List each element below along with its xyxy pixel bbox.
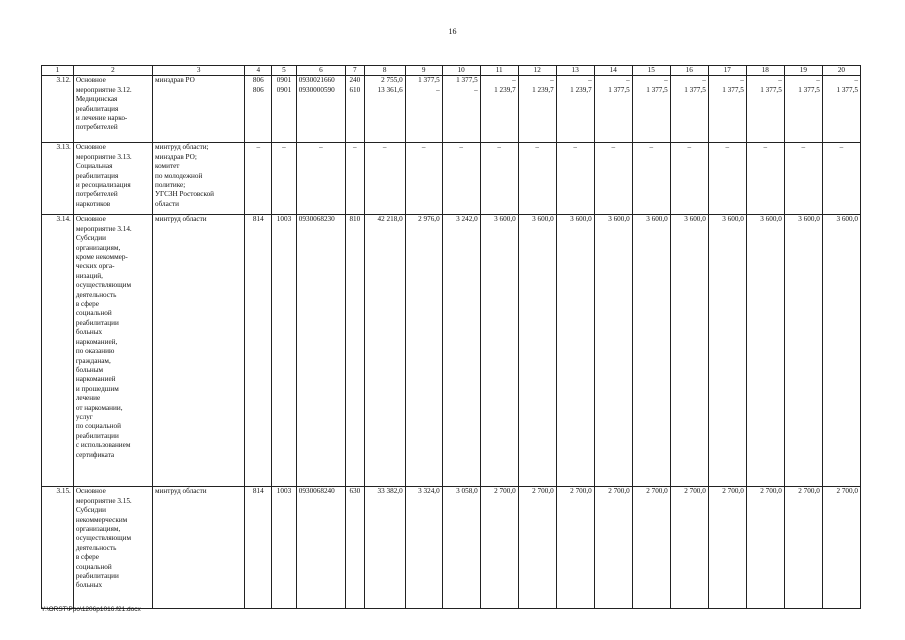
column-header: 16 (670, 66, 708, 76)
cell-value: – (474, 85, 478, 94)
cell-c9 (405, 487, 442, 609)
cell-value: 1 377,5 (760, 85, 782, 94)
text-line: гражданам, (75, 356, 111, 365)
cell-value: – (353, 143, 357, 152)
cell-value: 2 700,0 (684, 487, 706, 496)
cell-value: – (588, 76, 592, 85)
cell-value: – (382, 143, 387, 152)
cell-c11 (480, 487, 518, 609)
cell-value: 2 700,0 (532, 487, 554, 496)
cell-c16 (670, 215, 708, 487)
cell-value: – (421, 143, 426, 152)
cell-c11 (480, 215, 518, 487)
cell-value: 2 700,0 (608, 487, 630, 496)
cell-c8 (364, 215, 405, 487)
text-line: комитет (154, 162, 180, 171)
cell-value: 3 600,0 (760, 215, 782, 224)
cell-value: 0901 (276, 85, 292, 94)
text-line: осуществляющим (75, 534, 132, 543)
cell-c19 (784, 143, 822, 215)
cell-c9 (405, 76, 442, 143)
cell-value: – (319, 143, 323, 152)
cell-value: 3 600,0 (836, 215, 858, 224)
cell-value: 1 377,5 (836, 85, 858, 94)
text-line: реабилитации (75, 318, 119, 327)
cell-value: 1003 (276, 215, 292, 224)
cell-value: 2 755,0 (381, 76, 403, 85)
cell-c7 (346, 76, 364, 143)
cell-c17 (708, 487, 746, 609)
cell-c12 (518, 76, 556, 143)
column-header: 13 (556, 66, 594, 76)
text-line: реабилитация (75, 104, 119, 113)
row-number: 3.12. (42, 76, 74, 143)
cell-c19 (784, 215, 822, 487)
row-number: 3.15. (42, 487, 74, 609)
cell-value: 2 700,0 (836, 487, 858, 496)
text-line: мероприятие 3.12. (75, 85, 132, 94)
text-line: Субсидии (75, 234, 107, 243)
cell-value: 3 324,0 (418, 487, 440, 496)
text-line: минтруд области (154, 215, 207, 224)
table-row (42, 76, 861, 143)
cell-c17 (708, 76, 746, 143)
text-line: реабилитация (75, 171, 119, 180)
text-line: организациям, (75, 243, 121, 252)
cell-c20 (822, 76, 860, 143)
text-line: минздрав РО (154, 76, 195, 85)
cell-value: 0930068230 (298, 215, 335, 224)
text-line: осуществляющим (75, 281, 132, 290)
text-line: политике; (154, 181, 186, 190)
cell-value: 2 976,0 (418, 215, 440, 224)
cell-c6 (296, 143, 345, 215)
cell-c17 (708, 143, 746, 215)
column-header: 9 (405, 66, 442, 76)
cell-c20 (822, 143, 860, 215)
cell-value: 1 239,7 (494, 85, 516, 94)
cell-c20 (822, 487, 860, 609)
cell-value: – (550, 76, 554, 85)
table-row (42, 143, 861, 215)
cell-c12 (518, 487, 556, 609)
cell-value: – (459, 143, 463, 152)
text-line: в сфере (75, 553, 99, 562)
column-header: 14 (594, 66, 632, 76)
cell-value: – (687, 143, 692, 152)
cell-c13 (556, 76, 594, 143)
text-line: и прошедшим (75, 384, 119, 393)
text-line: наркоманией, (75, 337, 118, 346)
cell-c8 (364, 143, 405, 215)
cell-value: 3 600,0 (532, 215, 554, 224)
cell-value: – (854, 76, 858, 85)
cell-c5 (272, 487, 297, 609)
cell-value: 1 377,5 (722, 85, 744, 94)
budget-table (41, 65, 861, 609)
cell-value: 1 377,5 (608, 85, 630, 94)
cell-c18 (746, 143, 784, 215)
cell-value: 0930021660 (298, 76, 335, 85)
text-line: Социальная (75, 162, 113, 171)
cell-value: – (649, 143, 654, 152)
text-line: низаций, (75, 271, 103, 280)
cell-c19 (784, 487, 822, 609)
text-line: потребителей (75, 123, 118, 132)
cell-value: – (725, 143, 730, 152)
cell-value: 42 218,0 (377, 215, 403, 224)
cell-value: 814 (252, 487, 264, 496)
cell-value: 2 700,0 (760, 487, 782, 496)
cell-c6 (296, 76, 345, 143)
text-line: Основное (75, 143, 106, 152)
cell-c15 (632, 487, 670, 609)
text-line: Субсидии (75, 506, 107, 515)
cell-c4 (245, 215, 272, 487)
activity-name (73, 487, 152, 609)
cell-c11 (480, 143, 518, 215)
text-line: социальной (75, 562, 112, 571)
cell-c14 (594, 76, 632, 143)
cell-c13 (556, 143, 594, 215)
text-line: мероприятие 3.13. (75, 152, 132, 161)
text-line: социальной (75, 309, 112, 318)
row-number: 3.14. (42, 215, 74, 487)
text-line: Основное (75, 76, 106, 85)
cell-c7 (346, 143, 364, 215)
cell-value: 2 700,0 (570, 487, 592, 496)
cell-value: – (282, 143, 286, 152)
cell-value: – (436, 85, 440, 94)
text-line: Медицинская (75, 95, 118, 104)
cell-c18 (746, 215, 784, 487)
text-line: некоммерческим (75, 515, 128, 524)
cell-c8 (364, 76, 405, 143)
text-line: с использованием (75, 441, 131, 450)
cell-value: – (664, 76, 668, 85)
page-number: 16 (448, 27, 457, 36)
column-header: 3 (152, 66, 244, 76)
text-line: Основное (75, 487, 106, 496)
text-line: больным (75, 365, 104, 374)
activity-name (73, 76, 152, 143)
cell-value: 3 058,0 (456, 487, 478, 496)
cell-value: – (497, 143, 501, 152)
text-line: Основное (75, 215, 106, 224)
text-line: минтруд области (154, 487, 207, 496)
cell-c10 (442, 487, 480, 609)
row-number: 3.13. (42, 143, 74, 215)
cell-value: 610 (349, 85, 361, 94)
text-line: больных (75, 581, 103, 590)
cell-value: 3 242,0 (456, 215, 478, 224)
cell-value: 1 377,5 (456, 76, 478, 85)
cell-value: 3 600,0 (646, 215, 668, 224)
cell-c4 (245, 487, 272, 609)
cell-c10 (442, 215, 480, 487)
cell-c12 (518, 143, 556, 215)
cell-c15 (632, 76, 670, 143)
cell-c19 (784, 76, 822, 143)
column-header: 2 (73, 66, 152, 76)
table-row (42, 487, 861, 609)
text-line: сертификата (75, 450, 115, 459)
cell-c15 (632, 215, 670, 487)
text-line: наркотиков (75, 199, 111, 208)
activity-name (73, 215, 152, 487)
executor (152, 215, 244, 487)
column-header: 17 (708, 66, 746, 76)
cell-value: 2 700,0 (798, 487, 820, 496)
text-line: реабилитации (75, 572, 119, 581)
cell-c5 (272, 143, 297, 215)
cell-c13 (556, 487, 594, 609)
cell-c9 (405, 215, 442, 487)
cell-c18 (746, 487, 784, 609)
executor (152, 143, 244, 215)
cell-value: 3 600,0 (722, 215, 744, 224)
cell-c17 (708, 215, 746, 487)
column-header: 4 (245, 66, 272, 76)
text-line: мероприятие 3.15. (75, 496, 132, 505)
text-line: по социальной (75, 422, 121, 431)
text-line: и лечение нарко- (75, 114, 128, 123)
executor (152, 76, 244, 143)
cell-c16 (670, 76, 708, 143)
text-line: по оказанию (75, 347, 115, 356)
cell-value: 806 (252, 76, 264, 85)
column-header: 18 (746, 66, 784, 76)
text-line: потребителей (75, 190, 118, 199)
cell-value: 630 (349, 487, 361, 496)
column-header: 1 (42, 66, 74, 76)
cell-c18 (746, 76, 784, 143)
cell-c5 (272, 76, 297, 143)
cell-value: 1 239,7 (532, 85, 554, 94)
text-line: лечение (75, 394, 101, 403)
cell-c16 (670, 143, 708, 215)
cell-c5 (272, 215, 297, 487)
cell-value: – (573, 143, 578, 152)
column-header: 19 (784, 66, 822, 76)
cell-c15 (632, 143, 670, 215)
cell-value: 1 377,5 (646, 85, 668, 94)
cell-value: 1 239,7 (570, 85, 592, 94)
activity-name (73, 143, 152, 215)
cell-c7 (346, 487, 364, 609)
cell-value: – (839, 143, 844, 152)
column-header: 15 (632, 66, 670, 76)
cell-c13 (556, 215, 594, 487)
cell-value: 2 700,0 (722, 487, 744, 496)
cell-value: – (740, 76, 744, 85)
column-header: 10 (442, 66, 480, 76)
text-line: ческих орга- (75, 262, 115, 271)
cell-c11 (480, 76, 518, 143)
column-header: 6 (296, 66, 345, 76)
text-line: в сфере (75, 300, 99, 309)
cell-value: 0901 (276, 76, 292, 85)
cell-value: 3 600,0 (684, 215, 706, 224)
cell-value: – (763, 143, 768, 152)
text-line: минтруд области; (154, 143, 209, 152)
text-line: больных (75, 328, 103, 337)
cell-value: 0930000590 (298, 85, 335, 94)
cell-c20 (822, 215, 860, 487)
cell-value: 3 600,0 (570, 215, 592, 224)
text-line: от наркомании, (75, 403, 123, 412)
text-line: области (154, 199, 179, 208)
cell-value: 1 377,5 (418, 76, 440, 85)
cell-c14 (594, 143, 632, 215)
cell-value: 3 600,0 (494, 215, 516, 224)
cell-c16 (670, 487, 708, 609)
column-header: 11 (480, 66, 518, 76)
cell-value: – (535, 143, 539, 152)
cell-value: 810 (349, 215, 361, 224)
column-header: 12 (518, 66, 556, 76)
text-line: деятельность (75, 290, 117, 299)
cell-c7 (346, 215, 364, 487)
text-line: мероприятие 3.14. (75, 224, 132, 233)
cell-value: – (611, 143, 616, 152)
text-line: УГСЗН Ростовской (154, 190, 215, 199)
cell-c4 (245, 143, 272, 215)
column-header: 5 (272, 66, 297, 76)
cell-c14 (594, 487, 632, 609)
cell-value: 1003 (276, 487, 292, 496)
file-path-footer: Y:\ORST\Ppo\1206p1016.f21.docx (41, 606, 141, 613)
cell-c10 (442, 76, 480, 143)
text-line: кроме некоммер- (75, 253, 128, 262)
cell-c6 (296, 215, 345, 487)
cell-value: 3 600,0 (608, 215, 630, 224)
cell-value: – (626, 76, 630, 85)
text-line: по молодежной (154, 171, 203, 180)
cell-value: 33 382,0 (377, 487, 403, 496)
cell-c14 (594, 215, 632, 487)
cell-value: 0930068240 (298, 487, 335, 496)
cell-value: 13 361,6 (377, 85, 403, 94)
text-line: реабилитации (75, 431, 119, 440)
cell-c9 (405, 143, 442, 215)
text-line: минздрав РО; (154, 152, 197, 161)
cell-value: 806 (252, 85, 264, 94)
cell-c12 (518, 215, 556, 487)
cell-value: – (801, 143, 806, 152)
cell-value: 1 377,5 (798, 85, 820, 94)
cell-value: – (702, 76, 706, 85)
text-line: услуг (75, 412, 93, 421)
cell-value: – (512, 76, 516, 85)
cell-value: 1 377,5 (684, 85, 706, 94)
cell-value: – (816, 76, 820, 85)
cell-value: 3 600,0 (798, 215, 820, 224)
text-line: и ресоциализация (75, 181, 131, 190)
cell-c8 (364, 487, 405, 609)
table-row (42, 215, 861, 487)
cell-c10 (442, 143, 480, 215)
executor (152, 487, 244, 609)
text-line: деятельность (75, 543, 117, 552)
cell-value: – (778, 76, 782, 85)
cell-c4 (245, 76, 272, 143)
cell-c6 (296, 487, 345, 609)
text-line: наркоманией (75, 375, 116, 384)
text-line: организациям, (75, 525, 121, 534)
cell-value: – (256, 143, 261, 152)
column-header: 20 (822, 66, 860, 76)
cell-value: 814 (252, 215, 264, 224)
column-header: 7 (346, 66, 364, 76)
cell-value: 2 700,0 (494, 487, 516, 496)
column-header: 8 (364, 66, 405, 76)
cell-value: 240 (349, 76, 361, 85)
cell-value: 2 700,0 (646, 487, 668, 496)
header-row (42, 66, 861, 76)
